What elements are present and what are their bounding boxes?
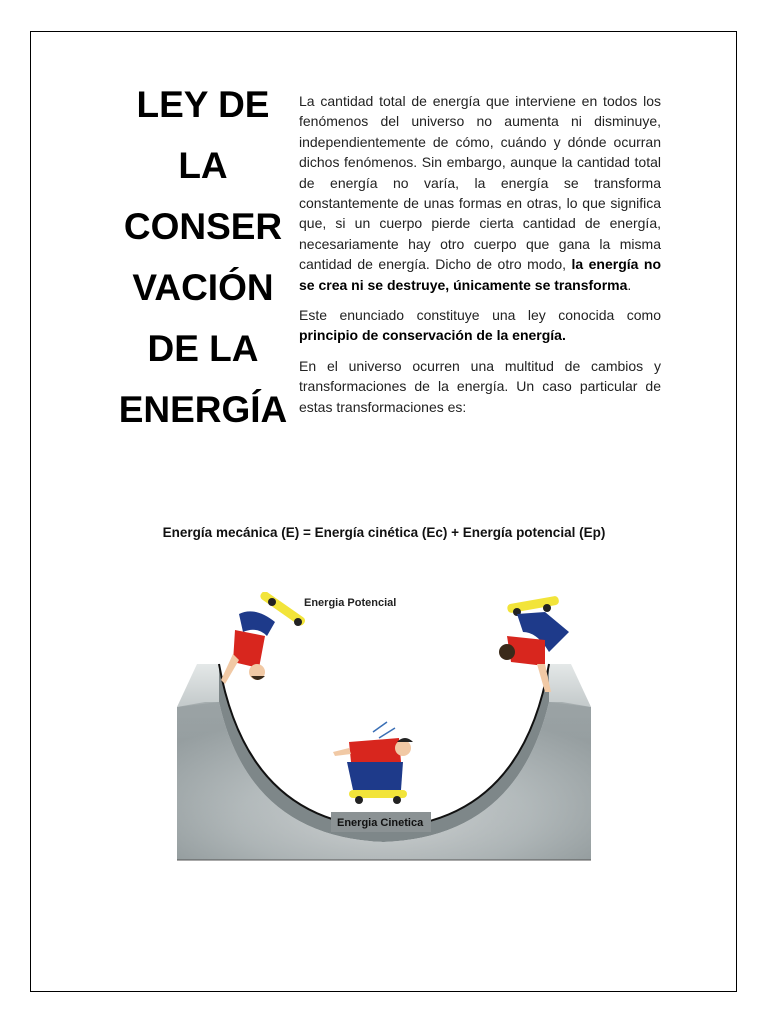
label-energia-cinetica: Energia Cinetica: [337, 817, 424, 829]
ramp-top-right: [549, 664, 591, 707]
title-line: LA: [178, 145, 228, 186]
paragraph-1-bold: la energía no se crea ni se destruye, únicamente se transforma: [299, 256, 661, 293]
title-line: CONSER: [123, 206, 283, 247]
paragraph-2-text: Este enunciado constituye una ley conocida como: [299, 307, 661, 324]
ramp-top-left: [177, 664, 219, 707]
label-energia-potencial: Energia Potencial: [304, 597, 397, 609]
paragraph-2: [299, 305, 661, 346]
paragraph-1: [299, 91, 661, 295]
title-line: LEY DE: [136, 84, 270, 125]
title-line: ENERGÍA: [118, 389, 288, 430]
paragraph-1-text: La cantidad total de energía que interviene en todos los fenómenos del universo no aumenta ni disminuye, independientemente de cómo, cuándo y dónde ocurran dichos fenómenos. Sin embargo, aunque la cantidad total de energía no varía, la energía se transforma constantemente de unas formas en otras, lo que significa que, si un cuerpo pierde cierta cantidad de energía, necesariamente hay otro cuerpo que gana la misma cantidad de energía. Dicho de otro modo,: [299, 93, 661, 273]
paragraph-2-bold: principio de conservación de la energía.: [299, 327, 566, 344]
paragraph-3: [299, 356, 661, 417]
skater-potential-left: [221, 592, 307, 684]
title-line: DE LA: [147, 328, 259, 369]
page-title: [108, 74, 298, 440]
paragraph-1-end: .: [627, 276, 632, 293]
title-line: VACIÓN: [132, 267, 274, 308]
skater-kinetic: [333, 722, 413, 804]
energy-formula: Energía mecánica (E) = Energía cinética (Ec) + Energía potencial (Ep): [162, 525, 606, 540]
body-text: [299, 91, 661, 427]
halfpipe-illustration: [177, 592, 591, 865]
paragraph-3-text: En el universo ocurren una multitud de cambios y transformaciones de la energía. Un caso particular de estas transformaciones es:: [299, 357, 661, 415]
